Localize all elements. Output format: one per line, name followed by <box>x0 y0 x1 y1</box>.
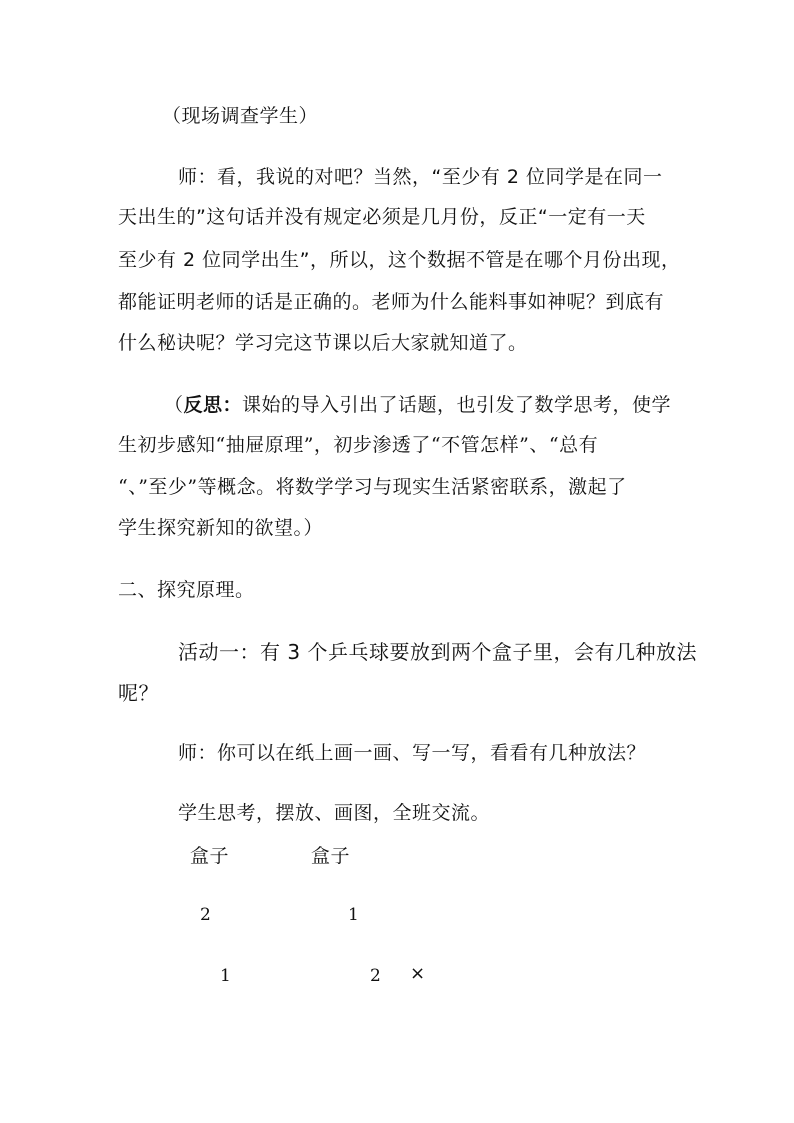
table-cell-left: 2 <box>200 905 211 925</box>
section-heading: 二、探究原理。 <box>118 579 255 601</box>
paragraph-line <box>164 393 671 417</box>
paragraph-line: 都能证明老师的话是正确的。老师为什么能料事如神呢？到底有 <box>118 291 665 313</box>
paragraph-line: 天出生的”这句话并没有规定必须是几月份，反正“一定有一天 <box>118 206 646 228</box>
paragraph-line: 什么秘诀呢？学习完这节课以后大家就知道了。 <box>118 332 528 354</box>
reflection-label: 反思： <box>183 394 243 416</box>
table-cell-left: 1 <box>220 966 231 986</box>
survey-note: （现场调查学生） <box>162 105 319 127</box>
table-cell-right: 2 <box>370 966 381 986</box>
paragraph-line: 师：看，我说的对吧？当然，“至少有 2 位同学是在同一 <box>178 166 663 188</box>
teacher-prompt: 师：你可以在纸上画一画、写一写，看看有几种放法？ <box>178 742 647 764</box>
student-action: 学生思考，摆放、画图，全班交流。 <box>178 802 491 824</box>
table-header-box-2: 盒子 <box>311 845 351 867</box>
paragraph-line: 至少有 2 位同学出生”，所以，这个数据不管是在哪个月份出现， <box>118 249 681 271</box>
reflection-open-paren: （ <box>164 394 184 416</box>
paragraph-line: 生初步感知“抽屉原理”，初步渗透了“不管怎样”、“总有 <box>118 434 599 456</box>
paragraph-line: 学生探究新知的欲望。） <box>118 517 324 539</box>
table-cell-right: 1 <box>348 905 359 925</box>
paragraph-line: “、”至少”等概念。将数学学习与现实生活紧密联系，激起了 <box>118 476 627 498</box>
cross-mark: × <box>410 963 426 984</box>
table-header-box-1: 盒子 <box>190 845 230 867</box>
reflection-first-text: 课始的导入引出了话题，也引发了数学思考，使学 <box>242 394 672 416</box>
paragraph-line: 呢？ <box>118 681 159 705</box>
paragraph-line: 活动一：有 3 个乒乓球要放到两个盒子里，会有几种放法 <box>178 640 697 664</box>
